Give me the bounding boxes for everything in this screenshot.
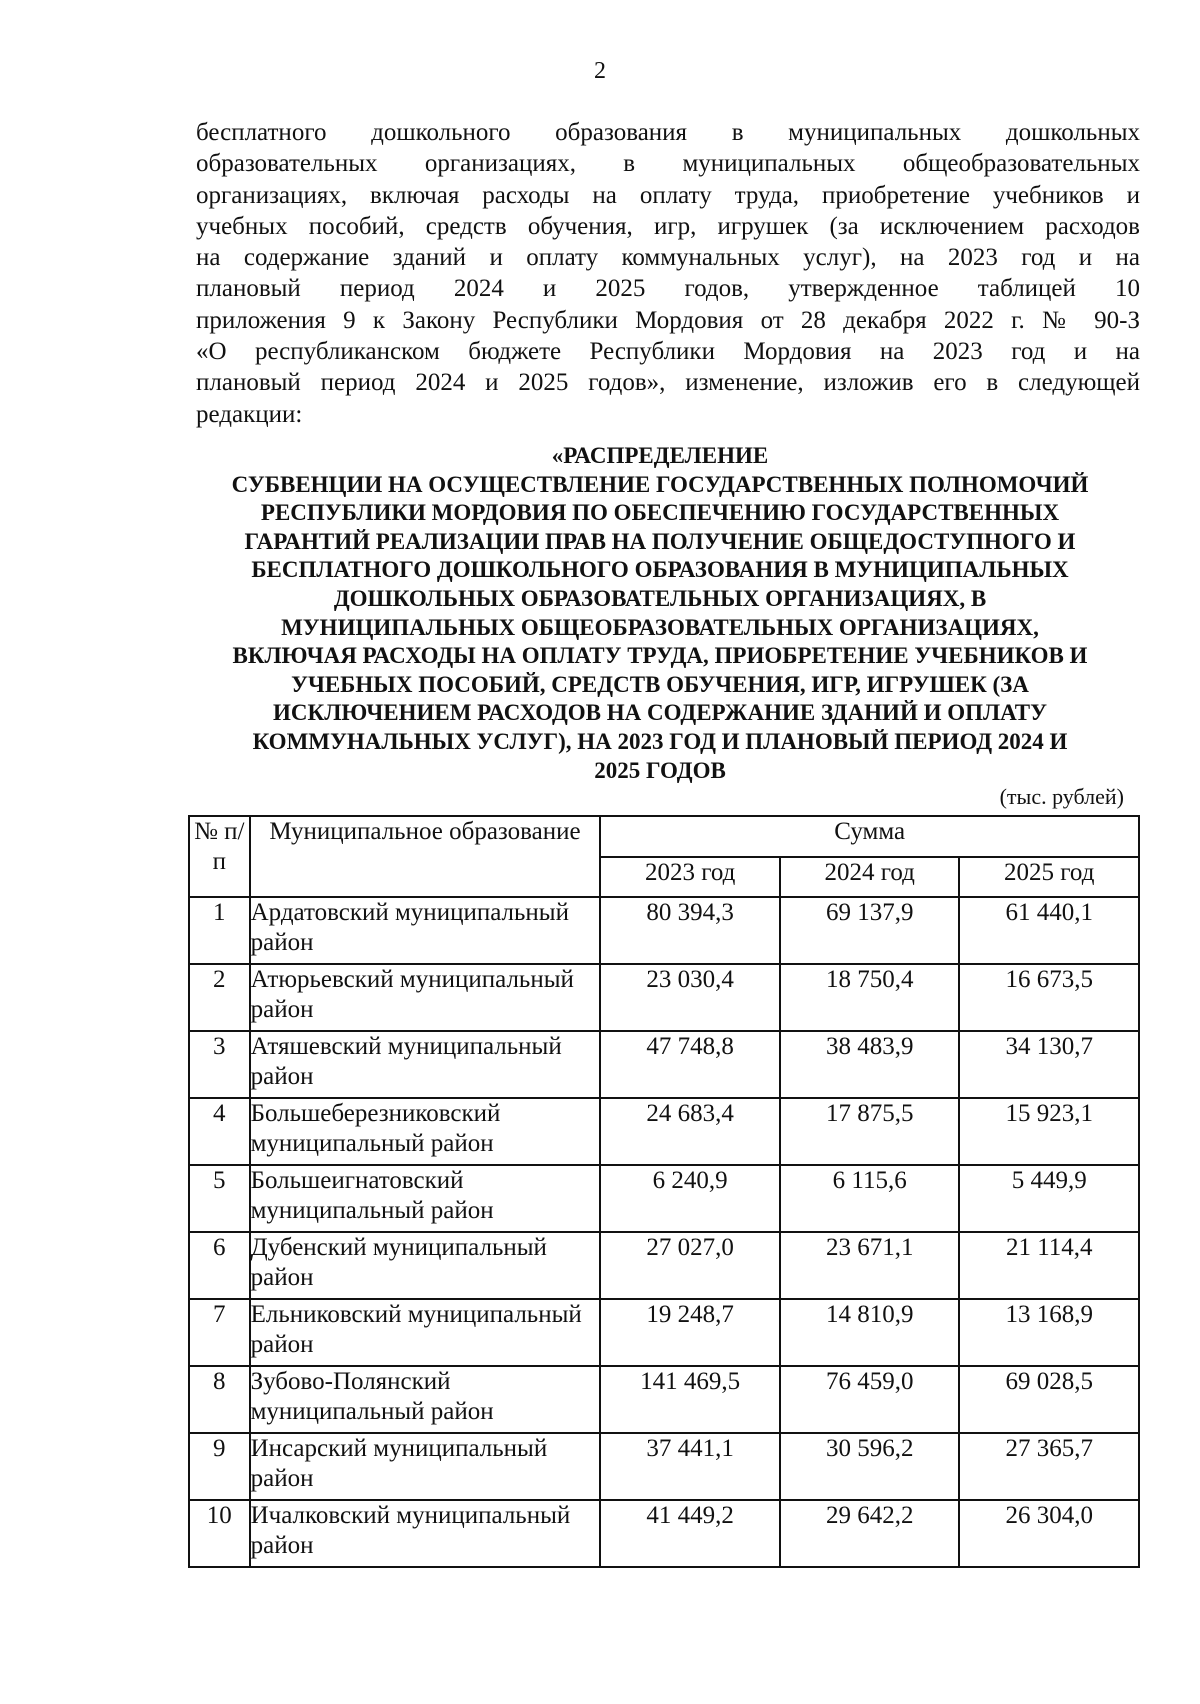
header-year-2024: 2024 год <box>780 857 960 897</box>
row-number: 7 <box>189 1299 250 1366</box>
municipality-name: Дубенский муниципальный район <box>250 1232 601 1299</box>
municipality-name: Зубово-Полянский муниципальный район <box>250 1366 601 1433</box>
intro-paragraph <box>196 117 1140 430</box>
row-number: 5 <box>189 1165 250 1232</box>
intro-line: учебных пособий, средств обучения, игр, игрушек (за исключением расходов <box>196 212 1140 240</box>
value-2023: 80 394,3 <box>600 897 780 964</box>
value-2024: 14 810,9 <box>780 1299 960 1366</box>
header-sum: Сумма <box>600 816 1139 857</box>
value-2023: 24 683,4 <box>600 1098 780 1165</box>
municipality-name: Большеберезниковский муниципальный район <box>250 1098 601 1165</box>
row-number: 2 <box>189 964 250 1031</box>
table-header-row <box>189 816 1139 857</box>
value-2023: 141 469,5 <box>600 1366 780 1433</box>
value-2025: 21 114,4 <box>959 1232 1139 1299</box>
table-row <box>189 964 1139 1031</box>
value-2024: 38 483,9 <box>780 1031 960 1098</box>
title-line: ГАРАНТИЙ РЕАЛИЗАЦИИ ПРАВ НА ПОЛУЧЕНИЕ ОБЩЕДОСТУПНОГО И <box>244 528 1076 554</box>
row-number: 8 <box>189 1366 250 1433</box>
header-year-2023: 2023 год <box>600 857 780 897</box>
distribution-table <box>188 815 1140 1568</box>
table-row <box>189 1031 1139 1098</box>
intro-line: бесплатного дошкольного образования в муниципальных дошкольных <box>196 119 1140 146</box>
value-2023: 27 027,0 <box>600 1232 780 1299</box>
title-line: ДОШКОЛЬНЫХ ОБРАЗОВАТЕЛЬНЫХ ОРГАНИЗАЦИЯХ, В <box>333 585 987 611</box>
title-line: РЕСПУБЛИКИ МОРДОВИЯ ПО ОБЕСПЕЧЕНИЮ ГОСУДАРСТВЕННЫХ <box>260 500 1060 526</box>
value-2025: 15 923,1 <box>959 1098 1139 1165</box>
value-2025: 34 130,7 <box>959 1031 1139 1098</box>
header-municipality: Муниципальное образование <box>250 816 601 897</box>
value-2025: 16 673,5 <box>959 964 1139 1031</box>
title-line: БЕСПЛАТНОГО ДОШКОЛЬНОГО ОБРАЗОВАНИЯ В МУНИЦИПАЛЬНЫХ <box>251 557 1069 583</box>
value-2023: 23 030,4 <box>600 964 780 1031</box>
row-number: 9 <box>189 1433 250 1500</box>
table-row <box>189 1165 1139 1232</box>
table-row <box>189 1366 1139 1433</box>
row-number: 10 <box>189 1500 250 1567</box>
value-2024: 29 642,2 <box>780 1500 960 1567</box>
intro-line: приложения 9 к Закону Республики Мордовия от 28 декабря 2022 г. № 90-З <box>196 306 1140 334</box>
document-title <box>180 442 1140 785</box>
value-2023: 47 748,8 <box>600 1031 780 1098</box>
row-number: 6 <box>189 1232 250 1299</box>
intro-line: образовательных организациях, в муниципальных общеобразовательных <box>196 150 1140 178</box>
value-2023: 37 441,1 <box>600 1433 780 1500</box>
municipality-name: Атюрьевский муниципальный район <box>250 964 601 1031</box>
value-2025: 61 440,1 <box>959 897 1139 964</box>
value-2023: 41 449,2 <box>600 1500 780 1567</box>
title-line: УЧЕБНЫХ ПОСОБИЙ, СРЕДСТВ ОБУЧЕНИЯ, ИГР, ИГРУШЕК (ЗА <box>291 671 1029 697</box>
intro-line: на содержание зданий и оплату коммунальных услуг), на 2023 год и на <box>196 244 1140 272</box>
value-2025: 27 365,7 <box>959 1433 1139 1500</box>
value-2024: 69 137,9 <box>780 897 960 964</box>
table-row <box>189 1299 1139 1366</box>
value-2024: 23 671,1 <box>780 1232 960 1299</box>
title-line: ИСКЛЮЧЕНИЕМ РАСХОДОВ НА СОДЕРЖАНИЕ ЗДАНИЙ И ОПЛАТУ <box>273 700 1047 726</box>
value-2024: 30 596,2 <box>780 1433 960 1500</box>
municipality-name: Большеигнатовский муниципальный район <box>250 1165 601 1232</box>
table-row <box>189 1500 1139 1567</box>
header-year-2025: 2025 год <box>959 857 1139 897</box>
value-2023: 6 240,9 <box>600 1165 780 1232</box>
row-number: 4 <box>189 1098 250 1165</box>
row-number: 1 <box>189 897 250 964</box>
table-row <box>189 1232 1139 1299</box>
value-2024: 6 115,6 <box>780 1165 960 1232</box>
title-line: КОММУНАЛЬНЫХ УСЛУГ), НА 2023 ГОД И ПЛАНОВЫЙ ПЕРИОД 2024 И <box>252 728 1068 754</box>
intro-line: редакции: <box>196 400 303 428</box>
title-line: «РАСПРЕДЕЛЕНИЕ <box>551 443 769 468</box>
title-line: СУБВЕНЦИИ НА ОСУЩЕСТВЛЕНИЕ ГОСУДАРСТВЕННЫХ ПОЛНОМОЧИЙ <box>231 471 1089 497</box>
units-label: (тыс. рублей) <box>999 784 1124 809</box>
intro-line: «О республиканском бюджете Республики Мордовия на 2023 год и на <box>196 338 1140 366</box>
page-number: 2 <box>594 58 606 84</box>
value-2025: 69 028,5 <box>959 1366 1139 1433</box>
municipality-name: Инсарский муниципальный район <box>250 1433 601 1500</box>
municipality-name: Атяшевский муниципальный район <box>250 1031 601 1098</box>
header-number: № п/п <box>189 816 250 897</box>
title-line: ВКЛЮЧАЯ РАСХОДЫ НА ОПЛАТУ ТРУДА, ПРИОБРЕТЕНИЕ УЧЕБНИКОВ И <box>232 643 1088 669</box>
intro-line: плановый период 2024 и 2025 годов», изменение, изложив его в следующей <box>196 369 1140 397</box>
table-row <box>189 897 1139 964</box>
municipality-name: Ичалковский муниципальный район <box>250 1500 601 1567</box>
intro-line: плановый период 2024 и 2025 годов, утвержденное таблицей 10 <box>196 275 1140 303</box>
value-2023: 19 248,7 <box>600 1299 780 1366</box>
municipality-name: Ардатовский муниципальный район <box>250 897 601 964</box>
title-line: 2025 ГОДОВ <box>594 757 726 783</box>
value-2024: 76 459,0 <box>780 1366 960 1433</box>
value-2024: 17 875,5 <box>780 1098 960 1165</box>
title-line: МУНИЦИПАЛЬНЫХ ОБЩЕОБРАЗОВАТЕЛЬНЫХ ОРГАНИЗАЦИЯХ, <box>281 614 1039 640</box>
value-2025: 26 304,0 <box>959 1500 1139 1567</box>
value-2025: 5 449,9 <box>959 1165 1139 1232</box>
value-2024: 18 750,4 <box>780 964 960 1031</box>
table-row <box>189 1098 1139 1165</box>
intro-line: организациях, включая расходы на оплату труда, приобретение учебников и <box>196 181 1140 209</box>
value-2025: 13 168,9 <box>959 1299 1139 1366</box>
row-number: 3 <box>189 1031 250 1098</box>
table-row <box>189 1433 1139 1500</box>
municipality-name: Ельниковский муниципальный район <box>250 1299 601 1366</box>
